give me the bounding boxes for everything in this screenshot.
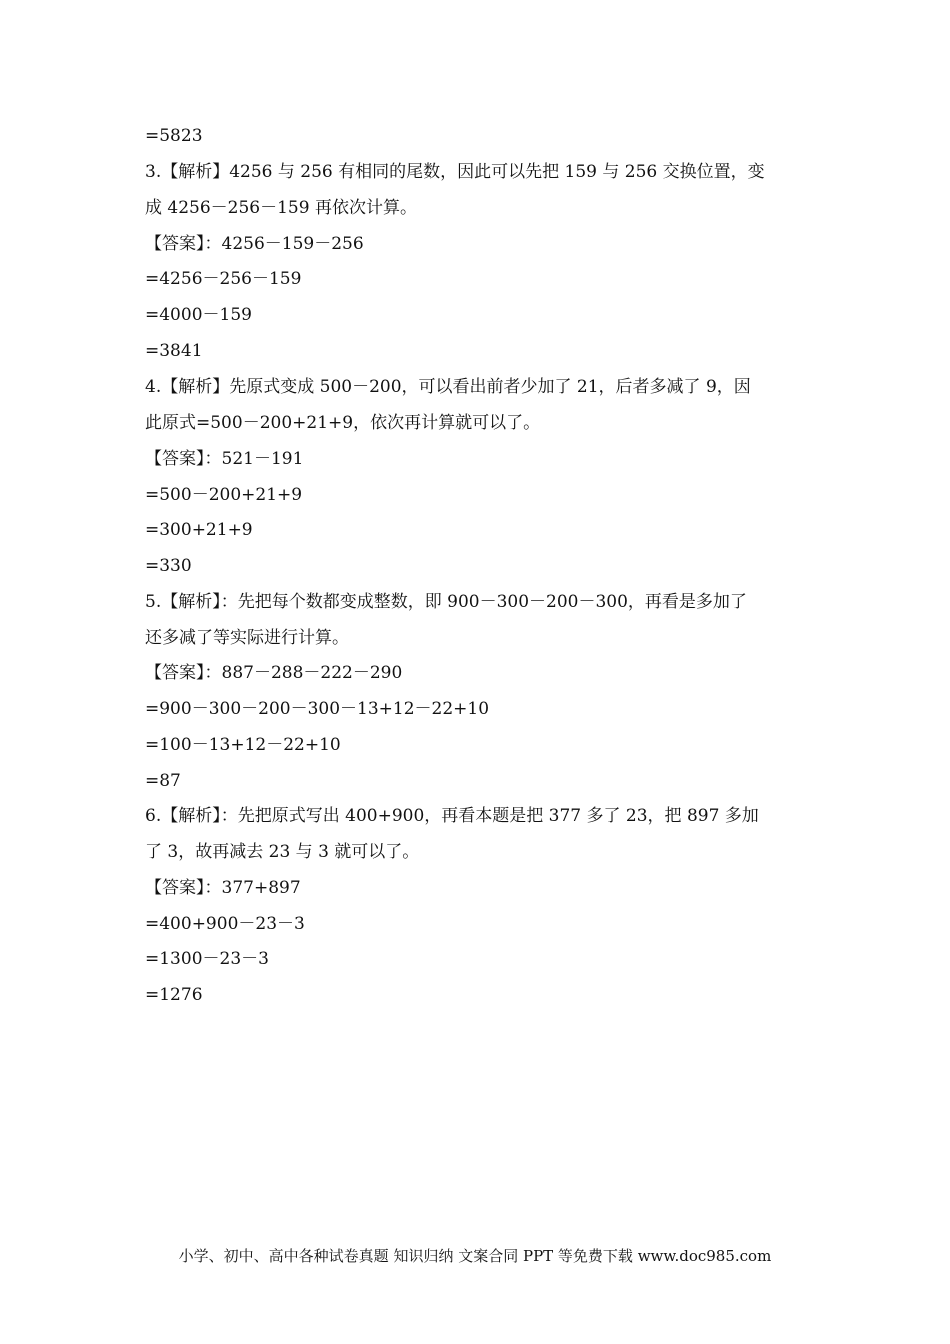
text-line-q6-step-3: =1276 [145, 985, 203, 1005]
text-line-q4-answer: 【答案】：521－191 [145, 449, 304, 469]
text-line-q3-analysis-1: 3.【解析】4256 与 256 有相同的尾数，因此可以先把 159 与 256 交换位置，变 [145, 162, 765, 182]
text-line-q4-step-1: =500－200+21+9 [145, 485, 303, 505]
text-line-q6-analysis-1: 6.【解析】：先把原式写出 400+900，再看本题是把 377 多了 23，把 897 多加 [145, 806, 759, 826]
text-line-q3-step-1: =4256－256－159 [145, 269, 302, 289]
text-line-q5-analysis-2: 还多减了等实际进行计算。 [145, 628, 349, 648]
text-line-result-5823: =5823 [145, 126, 203, 146]
text-line-q6-step-1: =400+900－23－3 [145, 914, 305, 934]
text-line-q3-analysis-2: 成 4256－256－159 再依次计算。 [145, 198, 417, 218]
text-line-q3-step-3: =3841 [145, 341, 203, 361]
text-line-q6-step-2: =1300－23－3 [145, 949, 269, 969]
text-line-q6-answer: 【答案】：377+897 [145, 878, 301, 898]
text-line-q6-analysis-2: 了 3，故再减去 23 与 3 就可以了。 [145, 842, 420, 862]
text-line-q4-step-3: =330 [145, 556, 192, 576]
text-line-q5-analysis-1: 5.【解析】：先把每个数都变成整数，即 900－300－200－300，再看是多加了 [145, 592, 747, 612]
text-line-q5-step-1: =900－300－200－300－13+12－22+10 [145, 699, 490, 719]
text-line-q4-analysis-2: 此原式=500－200+21+9，依次再计算就可以了。 [145, 413, 541, 433]
text-line-q3-step-2: =4000－159 [145, 305, 252, 325]
text-line-q4-analysis-1: 4.【解析】先原式变成 500－200，可以看出前者少加了 21，后者多减了 9，因 [145, 377, 751, 397]
text-line-q5-step-2: =100－13+12－22+10 [145, 735, 341, 755]
page-footer: 小学、初中、高中各种试卷真题 知识归纳 文案合同 PPT 等免费下载 www.doc985.com [178, 1247, 772, 1265]
text-line-q4-step-2: =300+21+9 [145, 520, 253, 540]
text-line-q5-answer: 【答案】：887－288－222－290 [145, 663, 403, 683]
text-line-q5-step-3: =87 [145, 771, 181, 791]
text-line-q3-answer: 【答案】：4256－159－256 [145, 234, 364, 254]
